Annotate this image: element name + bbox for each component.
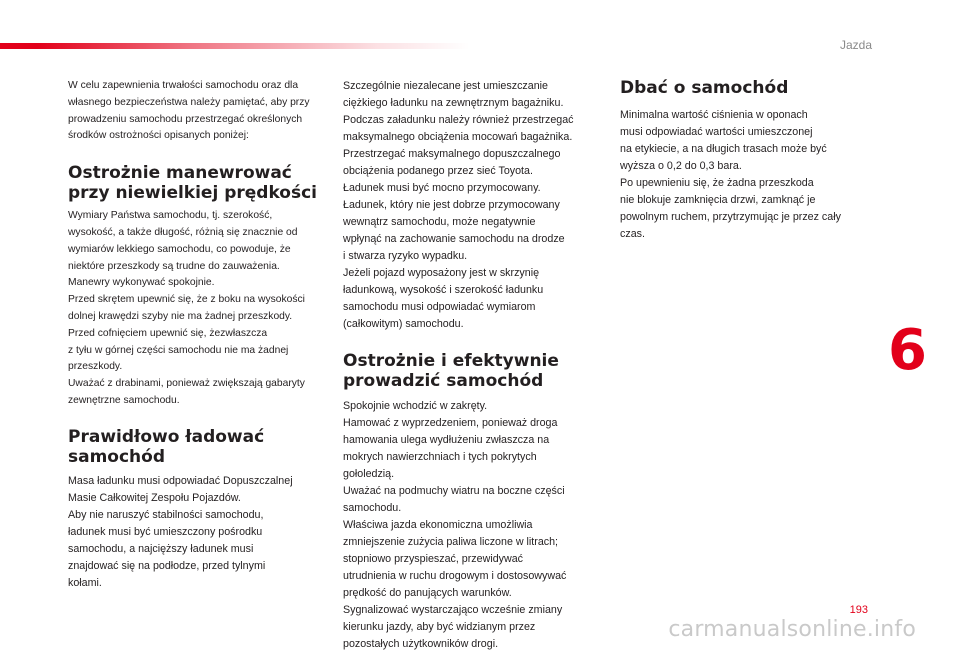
driving-paragraph: Spokojnie wchodzić w zakręty. Hamować z wyprzedzeniem, ponieważ droga hamowania ulega wydłużeniu zwłaszcza na mokrych nawierzchniach i tych pokrytych gołoledzią. Uważać na podmuchy wiatru na boczne części samochodu. Właściwa jazda ekonomiczna umożliwia zmniejszenie zużycia paliwa liczone w litrach; stopniowo przyspieszać, przewidywać utrudnienia w ruchu drogowym i dostosowywać prędkość do panujących warunków. Sygnalizować wystarczająco wcześnie zmiany kierunku jazdy, aby być widzianym przez pozostałych użytkowników drogi. [343, 400, 567, 650]
column-right [620, 78, 882, 243]
chapter-number: 6 [888, 318, 927, 383]
care-paragraph: Minimalna wartość ciśnienia w oponach musi odpowiadać wartości umieszczonej na etykiecie, a na długich trasach może być wyższa o 0,2 do 0,3 bara. Po upewnieniu się, że żadna przeszkoda nie blokuje zamknięcia drzwi, zamknąć je powolnym ruchem, przytrzymując je przez cały czas. [620, 109, 841, 240]
column-middle [343, 78, 605, 653]
heading-loading: Prawidłowo ładować samochód [68, 426, 265, 467]
heading-maneuver: Ostrożnie manewrować przy niewielkiej prędkości [68, 163, 318, 204]
heading-driving: Ostrożnie i efektywnie prowadzić samochód [343, 351, 559, 391]
watermark: carmanualsonline.info [668, 617, 916, 642]
column-left [68, 78, 326, 592]
maneuver-paragraph: Wymiary Państwa samochodu, tj. szerokość, wysokość, a także długość, różnią się znacznie od wymiarów lekkiego samochodu, co powoduje, że niektóre przeszkody są trudne do zauważenia. Manewry wykonywać spokojnie. Przed skrętem upewnić się, że z boku na wysokości dolnej krawędzi szyby nie ma żadnej przeszkody. Przed cofnięciem upewnić się, żezwłaszcza z tyłu w górnej części samochodu nie ma żadnej przeszkody. Uważać z drabinami, ponieważ zwiększają gabaryty zewnętrzne samochodu. [68, 210, 305, 406]
header-accent-bar [0, 43, 470, 49]
cargo-paragraph: Szczególnie niezalecane jest umieszczanie ciężkiego ładunku na zewnętrznym bagażniku. Podczas załadunku należy również przestrzegać maksymalnego obciążenia mocowań bagażnika. Przestrzegać maksymalnego dopuszczalnego obciążenia podanego przez sieć Toyota. Ładunek musi być mocno przymocowany. Ładunek, który nie jest dobrze przymocowany wewnątrz samochodu, może negatywnie wpłynąć na zachowanie samochodu na drodze i stwarza ryzyko wypadku. Jeżeli pojazd wyposażony jest w skrzynię ładunkową, wysokość i szerokość ładunku samochodu musi odpowiadać wymiarom (całkowitym) samochodu. [343, 80, 574, 330]
intro-paragraph: W celu zapewnienia trwałości samochodu oraz dla własnego bezpieczeństwa należy pamiętać, aby przy prowadzeniu samochodu przestrzegać określonych środków ostrożności opisanych poniżej: [68, 80, 310, 142]
heading-care: Dbać o samochód [620, 78, 789, 98]
section-label: Jazda [839, 38, 872, 52]
page-number: 193 [849, 604, 868, 616]
loading-paragraph: Masa ładunku musi odpowiadać Dopuszczalnej Masie Całkowitej Zespołu Pojazdów. Aby nie naruszyć stabilności samochodu, ładunek musi być umieszczony pośrodku samochodu, a najcięższy ładunek musi znajdować się na podłodze, przed tylnymi kołami. [68, 474, 293, 589]
